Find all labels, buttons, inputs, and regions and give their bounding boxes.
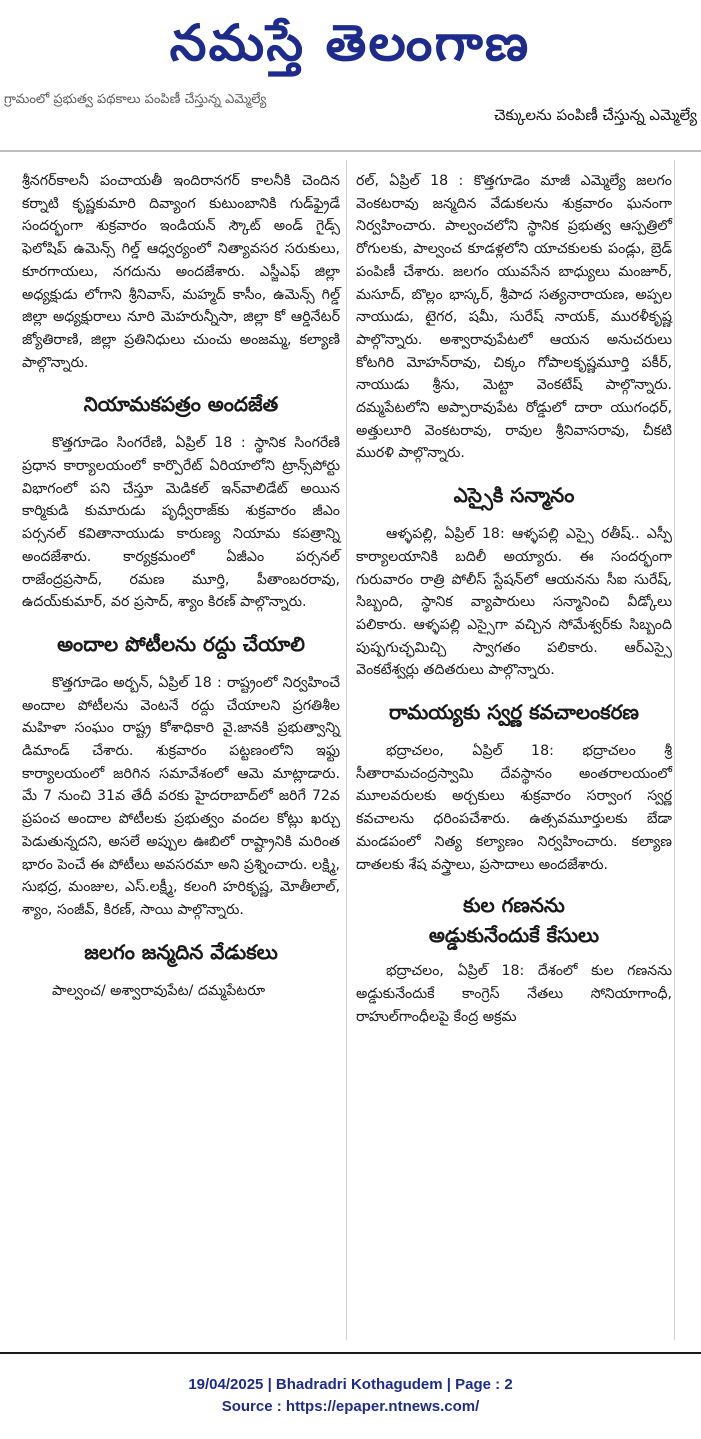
masthead bbox=[0, 0, 701, 92]
footer-dateline: 19/04/2025 | Bhadradri Kothagudem | Page : 2 bbox=[188, 1376, 513, 1393]
article-headline: జలగం జన్మదిన వేడుకలు bbox=[84, 939, 278, 964]
column-divider bbox=[346, 160, 347, 1340]
article-body: భద్రాచలం, ఏప్రిల్ 18: దేశంలో కుల గణనను అడ్డుకునేందుకే కాంగ్రెస్ నేతలు సోనియాగాంధీ, రాహుల్‌గాంధీలపై కేంద్ర అక్రమ bbox=[356, 963, 672, 1025]
headline-line: అడ్డుకునేందుకే కేసులు bbox=[428, 923, 600, 948]
newspaper-logo: నమస్తే తెలంగాణ bbox=[169, 13, 531, 72]
article-body: రల్, ఏప్రిల్ 18 : కొత్తగూడెం మాజీ ఎమ్మెల్యే జలగం వెంకటరావు జన్మదిన వేడుకలను శుక్రవారం ఘనంగా నిర్వహించారు. పాల్వంచలోని స్థానిక ప్రభుత్వ ఆస్పత్రిలో రోగులకు, పాల్వంచ కూడళ్లలోని యాచకులకు పండ్లు, బ్రెడ్ పంపిణీ చేశారు. జలగం యువసేన బాధ్యులు మంజూర్, మసూద్, బొల్లం భాస్కర్, శ్రీపాద సత్యనారాయణ, అప్పల నాయుడు, టైగర, షమీ, సురేష్ నాయక్, మురళీకృష్ణ పాల్గొన్నారు. అశ్వారావుపేటలో ఆయన అనుచరులు కోటగిరి మోహన్‌రావు, చిక్కం గోపాలకృష్ణమూర్తి పకీర్, నాయుడు శ్రీను, మెట్టా వెంకటేష్ పాల్గొన్నారు. దమ్మపేటలోని అప్పారావుపేట రోడ్డులో దారా యుగంధర్, అత్తులూరి వెంకటరావు, రావుల శ్రీనివాసరావు, చీకటి మురళి పాల్గొన్నారు. bbox=[356, 173, 672, 462]
footer-source: Source : https://epaper.ntnews.com/ bbox=[221, 1398, 480, 1415]
article-headline: ఎస్సైకి సన్మానం bbox=[453, 483, 575, 508]
top-divider bbox=[0, 150, 701, 152]
article-headline: నియామకపత్రం అందజేత bbox=[83, 392, 279, 417]
photo-caption-row bbox=[0, 92, 701, 136]
headline-line: కుల గణనను bbox=[463, 893, 565, 918]
article-body: ఆళ్ళపల్లి, ఏప్రిల్ 18: ఆళ్ళపల్లి ఎస్సై రతీష్.. ఎస్పీ కార్యాలయానికి బదిలీ అయ్యారు. ఈ సందర్భంగా గురువారం రాత్రి పోలీస్ స్టేషన్‌లో ఆయనను సీఐ సురేష్, సిబ్బంది, స్థానిక వ్యాపారులు సన్మానించి వీడ్కోలు పలికారు. ఆళ్ళపల్లి ఎస్సైగా వచ్చిన సోమేశ్వర్‌కు సిబ్బంది పుష్పగుచ్ఛమిచ్చి స్వాగతం పలికారు. ఆర్ఎస్సై వెంకటేశ్వర్లు తదితరులు పాల్గొన్నారు. bbox=[356, 526, 672, 679]
page-footer bbox=[0, 1374, 701, 1418]
article-body: భద్రాచలం, ఏప్రిల్ 18: భద్రాచలం శ్రీ సీతారామచంద్రస్వామి దేవస్థానం అంతరాలయంలో మూలవరులకు అర్చకులు శుక్రవారం సర్వాంగ స్వర్ణ కవచాలను ధరింపచేశారు. ఉత్సవమూర్తులకు బేడా మండపంలో నిత్య కల్యాణం నిర్వహించారు. కల్యాణ దాతలకు శేష వస్త్రాలు, ప్రసాదాలు అందజేశారు. bbox=[356, 743, 672, 873]
middle-column bbox=[356, 170, 672, 1028]
photo-caption-right: చెక్కులను పంపిణీ చేస్తున్న ఎమ్మెల్యే bbox=[494, 106, 697, 124]
article-body: పాల్వంచ/ అశ్వారావుపేట/ దమ్మపేటరూ bbox=[52, 982, 266, 999]
article-headline bbox=[356, 890, 672, 950]
column-divider bbox=[674, 160, 675, 1340]
article-body: కొత్తగూడెం సింగరేణి, ఏప్రిల్ 18 : స్థానిక సింగరేణి ప్రధాన కార్యాలయంలో కార్పొరేట్ ఏరియాలోని ట్రాన్స్‌పోర్టు విభాగంలో పని చేస్తూ మెడికల్ ఇన్‌వాలిడేట్ అయిన కార్మికుడి కుమారుడు పృధ్వీరాజ్‌కు శుక్రవారం జీఎం పర్సనల్ కవితానాయుడు కారుణ్య నియామ కపత్రాన్ని అందజేశారు. కార్యక్రమంలో ఏజీఎం పర్సనల్ రాజేంద్రప్రసాద్, రమణ మూర్తి, పీతాంబరరావు, ఉదయ్‌కుమార్, వర ప్రసాద్, శ్యాం కిరణ్ పాల్గొన్నారు. bbox=[22, 435, 340, 611]
article-headline: రామయ్యకు స్వర్ణ కవచాలంకరణ bbox=[389, 700, 639, 725]
article-headline: అందాల పోటీలను రద్దు చేయాలి bbox=[57, 631, 305, 656]
article-body: కొత్తగూడెం అర్బన్, ఏప్రిల్ 18 : రాష్ట్రంలో నిర్వహించే అందాల పోటీలను వెంటనే రద్దు చేయాలని ప్రగతిశీల మహిళా సంఘం రాష్ట్ర కోశాధికారి వై.జానకి ప్రభుత్వాన్ని డిమాండ్ చేశారు. శుక్రవారం పట్టణంలోని ఇఫ్టు కార్యాలయంలో జరిగిన సమావేశంలో ఆమె మాట్లాడారు. మే 7 నుంచి 31వ తేదీ వరకు హైదరాబాద్‌లో జరిగే 72వ ప్రపంచ అందాల పోటీలకు ప్రభుత్వం వందల కోట్లు ఖర్చు పెడుతున్నదని, అసలే అప్పుల ఊబిలో రాష్ట్రానికి మరింత భారం పెంచే ఈ పోటీలు అవసరమా అని ప్రశ్నించారు. లక్ష్మి, సుభద్ర, మంజుల, ఎస్.లక్ష్మీ, కలంగి హరికృష్ణ, మోతీలాల్, శ్యాం, సంజీవ్, కిరణ్, సాయి పాల్గొన్నారు. bbox=[22, 674, 340, 918]
footer-divider bbox=[0, 1352, 701, 1354]
article-body: శ్రీనగర్‌కాలనీ పంచాయతీ ఇందిరానగర్ కాలనీకి చెందిన కర్నాటి కృష్ణకుమారి దివ్యాంగ కుటుంబానికి గుడ్‌ఫ్రైడే సందర్భంగా శుక్రవారం ఇండియన్ స్కౌట్ అండ్ గైడ్స్ ఫెలోషిప్ ఉమెన్స్ గిల్డ్ ఆధ్వర్యంలో నిత్యావసర సరుకులు, కూరగాయలు, నగదును అందజేశారు. ఎస్జీఎఫ్ జిల్లా అధ్యక్షుడు లోగాని శ్రీనివాస్, మహ్మద్ కాసీం, ఉమెన్స్ గిల్డ్ జిల్లా అధ్యక్షురాలు నూరి మెహరున్నీసా, జిల్లా కో ఆర్డినేటర్ జ్యోతిరాణి, జిల్లా ప్రతినిధులు చుంచు అంజమ్మ, కల్యాణి పాల్గొన్నారు. bbox=[22, 173, 340, 371]
photo-caption-left: గ్రామంలో ప్రభుత్వ పథకాలు పంపిణీ చేస్తున్న ఎమ్మెల్యే bbox=[4, 92, 267, 107]
left-column bbox=[22, 170, 340, 1002]
